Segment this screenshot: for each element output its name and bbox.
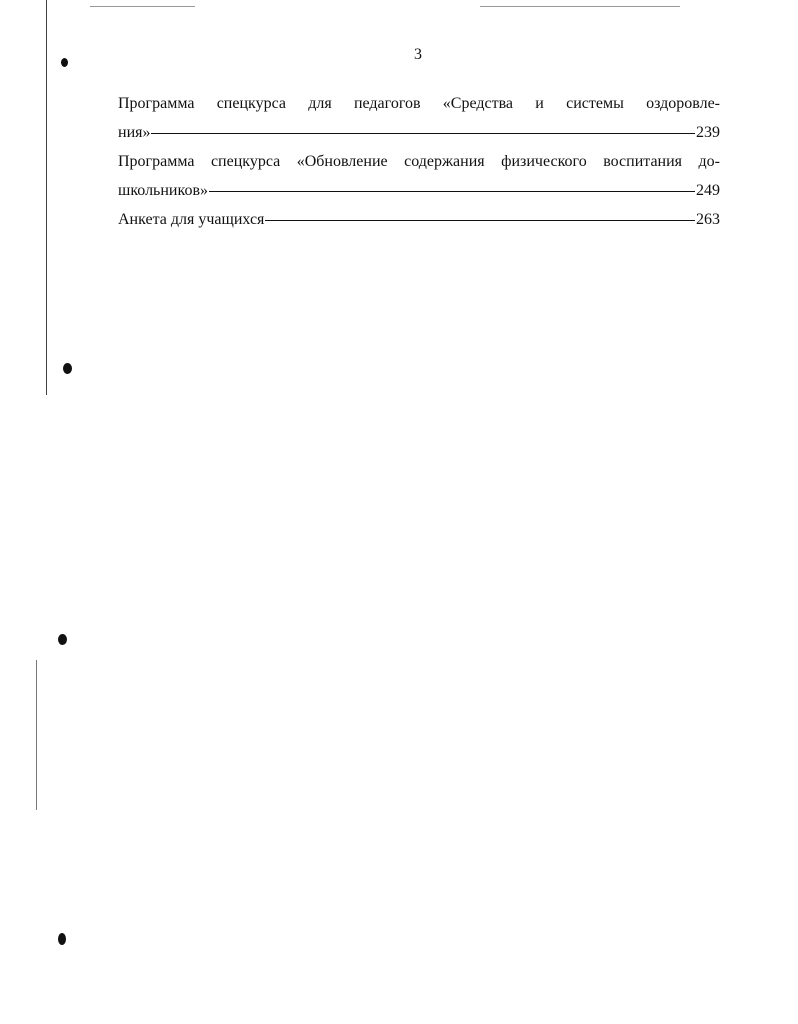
toc-entry-text: Анкета для учащихся [118,211,265,228]
toc-entry-text: школьников» [118,182,208,199]
page-number: 3 [414,46,422,63]
toc-leader-line [265,220,695,221]
toc-entry-line: Программа спецкурса для педагогов «Средства и системы оздоровле- [118,95,720,112]
toc-page-number: 249 [696,182,720,199]
toc-entry-last-line [118,205,720,234]
scan-edge-mark [90,6,195,7]
toc-page-number: 239 [696,124,720,141]
toc-entry [118,205,720,234]
toc-page-number: 263 [696,211,720,228]
toc-entry-text: ния» [118,124,151,141]
toc-entry-last-line [118,176,720,205]
binding-edge-line [36,660,37,810]
toc-entry-line: Программа спецкурса «Обновление содержания физического воспитания до- [118,153,720,170]
toc-entry-last-line [118,118,720,147]
punch-hole-mark [63,363,72,374]
punch-hole-mark [58,933,66,945]
scan-edge-mark [480,6,680,7]
table-of-contents [118,89,720,234]
toc-leader-line [151,133,695,134]
toc-entry [118,89,720,147]
toc-leader-line [209,191,695,192]
toc-entry [118,147,720,205]
punch-hole-mark [58,634,67,645]
